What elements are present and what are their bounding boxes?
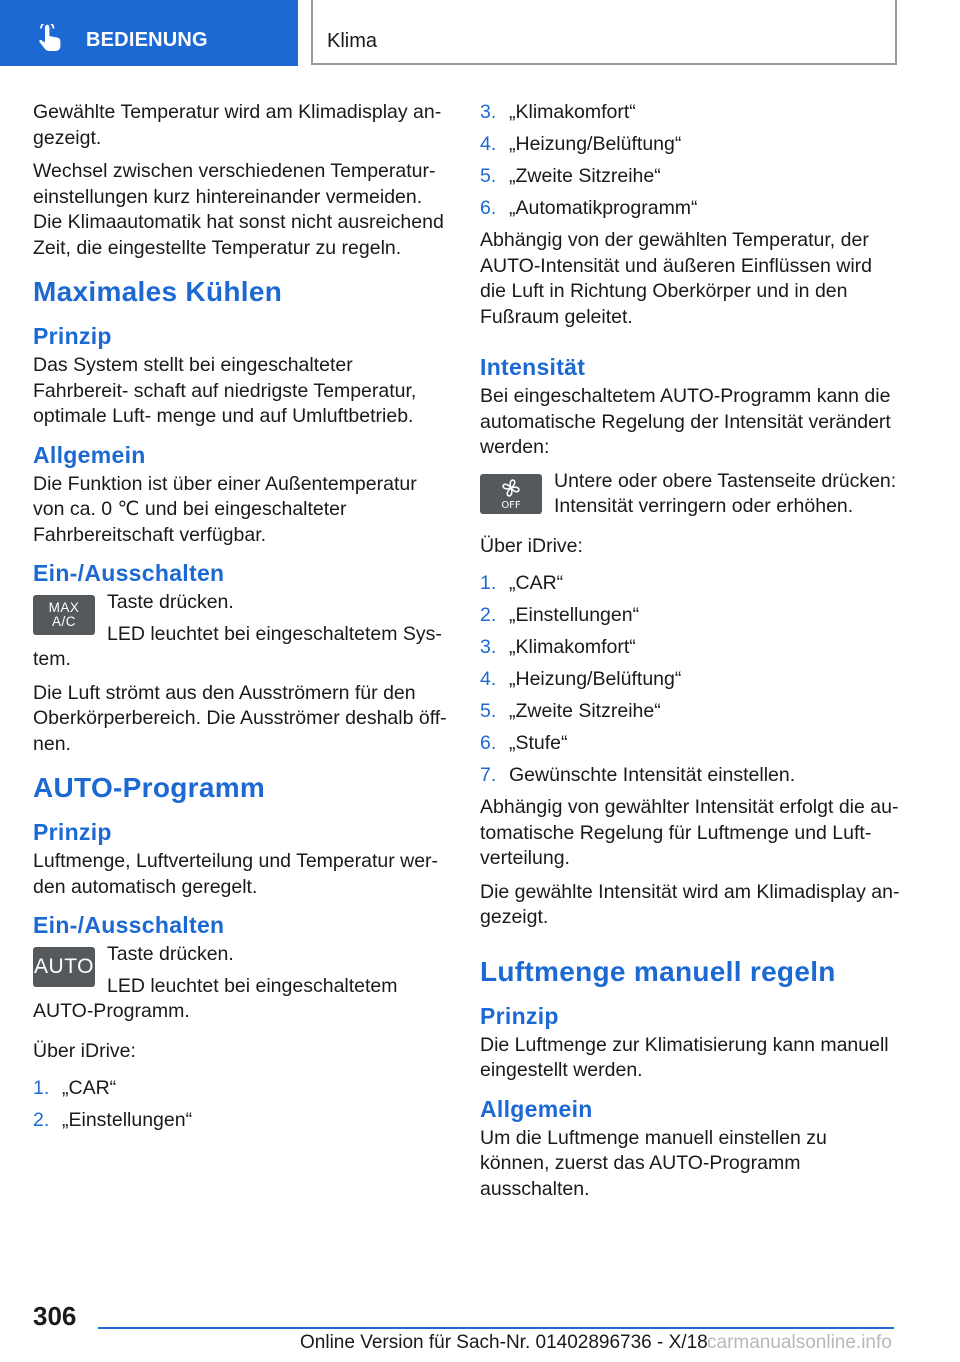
heading-allgemein: Allgemein bbox=[33, 441, 146, 468]
page-header bbox=[0, 0, 960, 66]
instruction-press: Taste drücken. bbox=[107, 943, 234, 965]
steps-list bbox=[33, 1076, 451, 1134]
steps-list bbox=[480, 571, 900, 789]
heading-luftmenge: Luftmenge manuell regeln bbox=[480, 955, 836, 987]
fan-button-icon bbox=[480, 474, 542, 514]
list-number: 4. bbox=[480, 133, 497, 155]
paragraph: Abhängig von der gewählten Temperatur, der AUTO-Intensität und äußeren Einflüssen wird die Luft in Richtung Oberkörper und in den Fußraum geleitet. bbox=[480, 229, 872, 328]
list-text: „Einstellungen“ bbox=[62, 1109, 193, 1131]
list-item bbox=[480, 571, 900, 597]
paragraph: Die Luftmenge zur Klimatisierung kann manuell eingestellt werden. bbox=[480, 1033, 889, 1081]
list-number: 4. bbox=[480, 668, 497, 690]
paragraph: Die Luft strömt aus den Ausströmern für den Oberkörperbereich. Die Ausströmer deshalb öff‐ nen. bbox=[33, 681, 447, 755]
max-icon-line1: MAX bbox=[48, 600, 80, 615]
list-number: 1. bbox=[480, 572, 497, 594]
footer-divider bbox=[98, 1327, 894, 1329]
list-number: 3. bbox=[480, 101, 497, 123]
heading-auto-programm: AUTO-Programm bbox=[33, 772, 266, 803]
page-number: 306 bbox=[33, 1301, 77, 1331]
list-item bbox=[480, 196, 900, 222]
list-number: 7. bbox=[480, 764, 497, 786]
watermark: carmanualsonline.info bbox=[707, 1332, 892, 1353]
paragraph: Das System stellt bei eingeschalteter Fahrbereit‐ schaft auf niedrigste Temperatur, optimale Luft‐ menge und auf Umluftbetrieb. bbox=[33, 354, 417, 427]
list-text: „CAR“ bbox=[509, 572, 564, 594]
list-text: Gewünschte Intensität einstellen. bbox=[509, 764, 796, 786]
list-number: 2. bbox=[480, 604, 497, 626]
heading-prinzip: Prinzip bbox=[33, 819, 112, 845]
paragraph: Die Funktion ist über einer Außentemperatur von ca. 0 ℃ und bei eingeschalteter Fahrbereitschaft verfügbar. bbox=[33, 472, 417, 546]
list-item bbox=[480, 731, 900, 757]
max-icon-line2: A/C bbox=[51, 614, 76, 629]
list-number: 2. bbox=[33, 1109, 50, 1131]
paragraph-idrive: Über iDrive: bbox=[480, 534, 583, 557]
instruction-led: LED leuchtet bei eingeschaltetem Sys‐ tem. bbox=[33, 622, 442, 670]
paragraph: Um die Luftmenge manuell einstellen zu können, zuerst das AUTO-Programm ausschalten. bbox=[480, 1126, 827, 1200]
list-item bbox=[480, 635, 900, 661]
heading-prinzip: Prinzip bbox=[480, 1002, 559, 1029]
steps-list bbox=[480, 100, 900, 222]
list-text: „Einstellungen“ bbox=[509, 604, 640, 626]
heading-ein-ausschalten: Ein-/Ausschalten bbox=[33, 912, 225, 938]
list-item bbox=[480, 699, 900, 725]
heading-intensitaet: Intensität bbox=[480, 354, 586, 380]
heading-prinzip: Prinzip bbox=[33, 323, 112, 349]
left-column bbox=[33, 100, 451, 1140]
list-text: „CAR“ bbox=[62, 1077, 117, 1099]
heading-ein-ausschalten: Ein-/Ausschalten bbox=[33, 560, 225, 586]
section-tab-label: BEDIENUNG bbox=[86, 29, 208, 51]
paragraph: Die gewählte Intensität wird am Klimadisplay an‐ gezeigt. bbox=[480, 880, 900, 928]
list-number: 3. bbox=[480, 636, 497, 658]
list-text: „Klimakomfort“ bbox=[509, 101, 636, 123]
list-number: 5. bbox=[480, 165, 497, 187]
max-ac-button-icon bbox=[33, 595, 95, 635]
paragraph: Wechsel zwischen verschiedenen Temperatur‐ einstellungen kurz hintereinander vermeiden. Die Klimaautomatik hat sonst nicht ausreichend Zeit, die eingestellte Temperatur zu regeln. bbox=[33, 160, 444, 259]
heading-allgemein: Allgemein bbox=[480, 1095, 593, 1122]
paragraph: Luftmenge, Luftverteilung und Temperatur wer‐ den automatisch geregelt. bbox=[33, 850, 439, 898]
list-text: „Zweite Sitzreihe“ bbox=[509, 165, 661, 187]
subsection-tab-klima[interactable] bbox=[311, 0, 897, 65]
paragraph-idrive: Über iDrive: bbox=[33, 1039, 136, 1062]
right-column bbox=[480, 100, 900, 1210]
list-item bbox=[480, 100, 900, 126]
subsection-tab-label: Klima bbox=[327, 30, 378, 52]
list-text: „Automatikprogramm“ bbox=[509, 197, 698, 219]
hand-pointer-icon bbox=[36, 24, 66, 54]
instruction-fan: Untere oder obere Tastenseite drücken: Intensität verringern oder erhöhen. bbox=[554, 469, 897, 517]
list-item bbox=[33, 1108, 451, 1134]
fan-icon-off-label: OFF bbox=[501, 499, 521, 511]
list-number: 5. bbox=[480, 700, 497, 722]
fan-icon bbox=[489, 477, 533, 511]
list-item bbox=[480, 164, 900, 190]
list-item bbox=[480, 667, 900, 693]
paragraph: Abhängig von gewählter Intensität erfolgt die au‐ tomatische Regelung für Luftmenge und Luft‐ verteilung. bbox=[480, 796, 899, 869]
list-number: 1. bbox=[33, 1077, 50, 1099]
max-ac-instruction bbox=[33, 590, 451, 673]
auto-button-icon bbox=[33, 947, 95, 987]
heading-max-cool: Maximales Kühlen bbox=[33, 276, 283, 307]
online-version-text: Online Version für Sach-Nr. 01402896736 - X/18 bbox=[300, 1332, 708, 1353]
list-item bbox=[480, 132, 900, 158]
list-text: „Stufe“ bbox=[509, 732, 568, 754]
list-number: 6. bbox=[480, 732, 497, 754]
list-text: „Heizung/Belüftung“ bbox=[509, 133, 682, 155]
fan-instruction bbox=[480, 469, 900, 520]
list-item bbox=[480, 603, 900, 629]
instruction-led: LED leuchtet bei eingeschaltetem AUTO-Programm. bbox=[33, 974, 398, 1022]
instruction-press: Taste drücken. bbox=[107, 591, 234, 613]
paragraph: Gewählte Temperatur wird am Klimadisplay an‐ gezeigt. bbox=[33, 101, 442, 149]
auto-instruction bbox=[33, 942, 451, 1025]
list-text: „Zweite Sitzreihe“ bbox=[509, 700, 661, 722]
list-number: 6. bbox=[480, 197, 497, 219]
list-item bbox=[33, 1076, 451, 1102]
list-text: „Heizung/Belüftung“ bbox=[509, 668, 682, 690]
list-text: „Klimakomfort“ bbox=[509, 636, 636, 658]
auto-icon-label: AUTO bbox=[34, 955, 94, 979]
paragraph: Bei eingeschaltetem AUTO-Programm kann die automatische Regelung der Intensität verändert werden: bbox=[480, 385, 891, 458]
list-item bbox=[480, 763, 900, 789]
section-tab-bedienung[interactable] bbox=[0, 0, 298, 66]
